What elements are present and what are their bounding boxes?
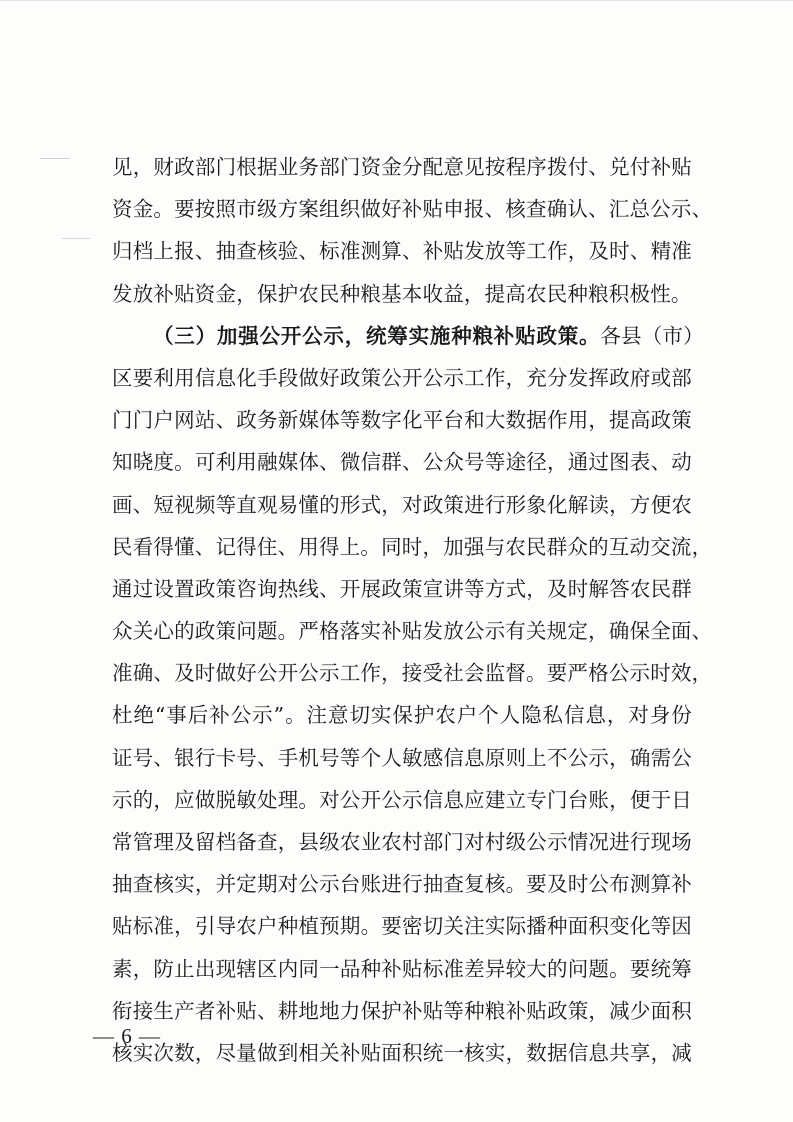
paragraph-line: 众关心的政策问题。严格落实补贴发放公示有关规定，确保全面、 [112, 619, 713, 644]
paragraph-line: 示的，应做脱敏处理。对公开公示信息应建立专门台账，便于日 [112, 787, 692, 812]
paragraph-line: 资金。要按照市级方案组织做好补贴申报、核查确认、汇总公示、 [112, 197, 713, 222]
paragraph-line: 发放补贴资金，保护农民种粮基本收益，提高农民种粮积极性。 [112, 281, 692, 306]
paragraph-line: 通过设置政策咨询热线、开展政策宣讲等方式，及时解答农民群 [112, 576, 692, 601]
scan-artifact [62, 238, 90, 239]
paragraph-line: 见，财政部门根据业务部门资金分配意见按程序拨付、兑付补贴 [112, 155, 692, 179]
paragraph-line: 归档上报、抽查核验、标准测算、补贴发放等工作，及时、精准 [112, 239, 692, 264]
paragraph-line: 区要利用信息化手段做好政策公开公示工作，充分发挥政府或部 [112, 365, 692, 390]
section-heading-line [112, 315, 704, 357]
paragraph-text: 各县（市） [600, 323, 704, 348]
paragraph-line: 证号、银行卡号、手机号等个人敏感信息原则上不公示，确需公 [112, 745, 692, 770]
paragraph-line: 素，防止出现辖区内同一品种补贴标准差异较大的问题。要统筹 [112, 956, 692, 981]
paragraph-line: 准确、及时做好公开公示工作，接受社会监督。要严格公示时效， [112, 661, 713, 686]
scan-artifact [0, 0, 793, 1]
paragraph-line: 衔接生产者补贴、耕地地力保护补贴等种粮补贴政策，减少面积 [112, 998, 692, 1023]
document-body [112, 146, 713, 1074]
paragraph-line: 知晓度。可利用融媒体、微信群、公众号等途径，通过图表、动 [112, 450, 692, 475]
paragraph-line: 抽查核实，并定期对公示台账进行抽查复核。要及时公布测算补 [112, 872, 692, 897]
paragraph-line: 核实次数，尽量做到相关补贴面积统一核实，数据信息共享，减 [112, 1040, 692, 1065]
paragraph-line: 常管理及留档备查，县级农业农村部门对村级公示情况进行现场 [112, 830, 692, 854]
section-heading: （三）加强公开公示，统筹实施种粮补贴政策。 [153, 323, 601, 348]
paragraph-line: 贴标准，引导农户种植预期。要密切关注实际播种面积变化等因 [112, 914, 692, 939]
paragraph-line: 门门户网站、政务新媒体等数字化平台和大数据作用，提高政策 [112, 408, 692, 433]
paragraph-line: 民看得懂、记得住、用得上。同时，加强与农民群众的互动交流， [112, 534, 713, 559]
paragraph-line: 杜绝“事后补公示”。注意切实保护农户个人隐私信息，对身份 [112, 703, 692, 728]
scan-artifact [40, 158, 70, 159]
page-number: — 6 — [93, 1024, 161, 1048]
paragraph-line: 画、短视频等直观易懂的形式，对政策进行形象化解读，方便农 [112, 492, 692, 517]
